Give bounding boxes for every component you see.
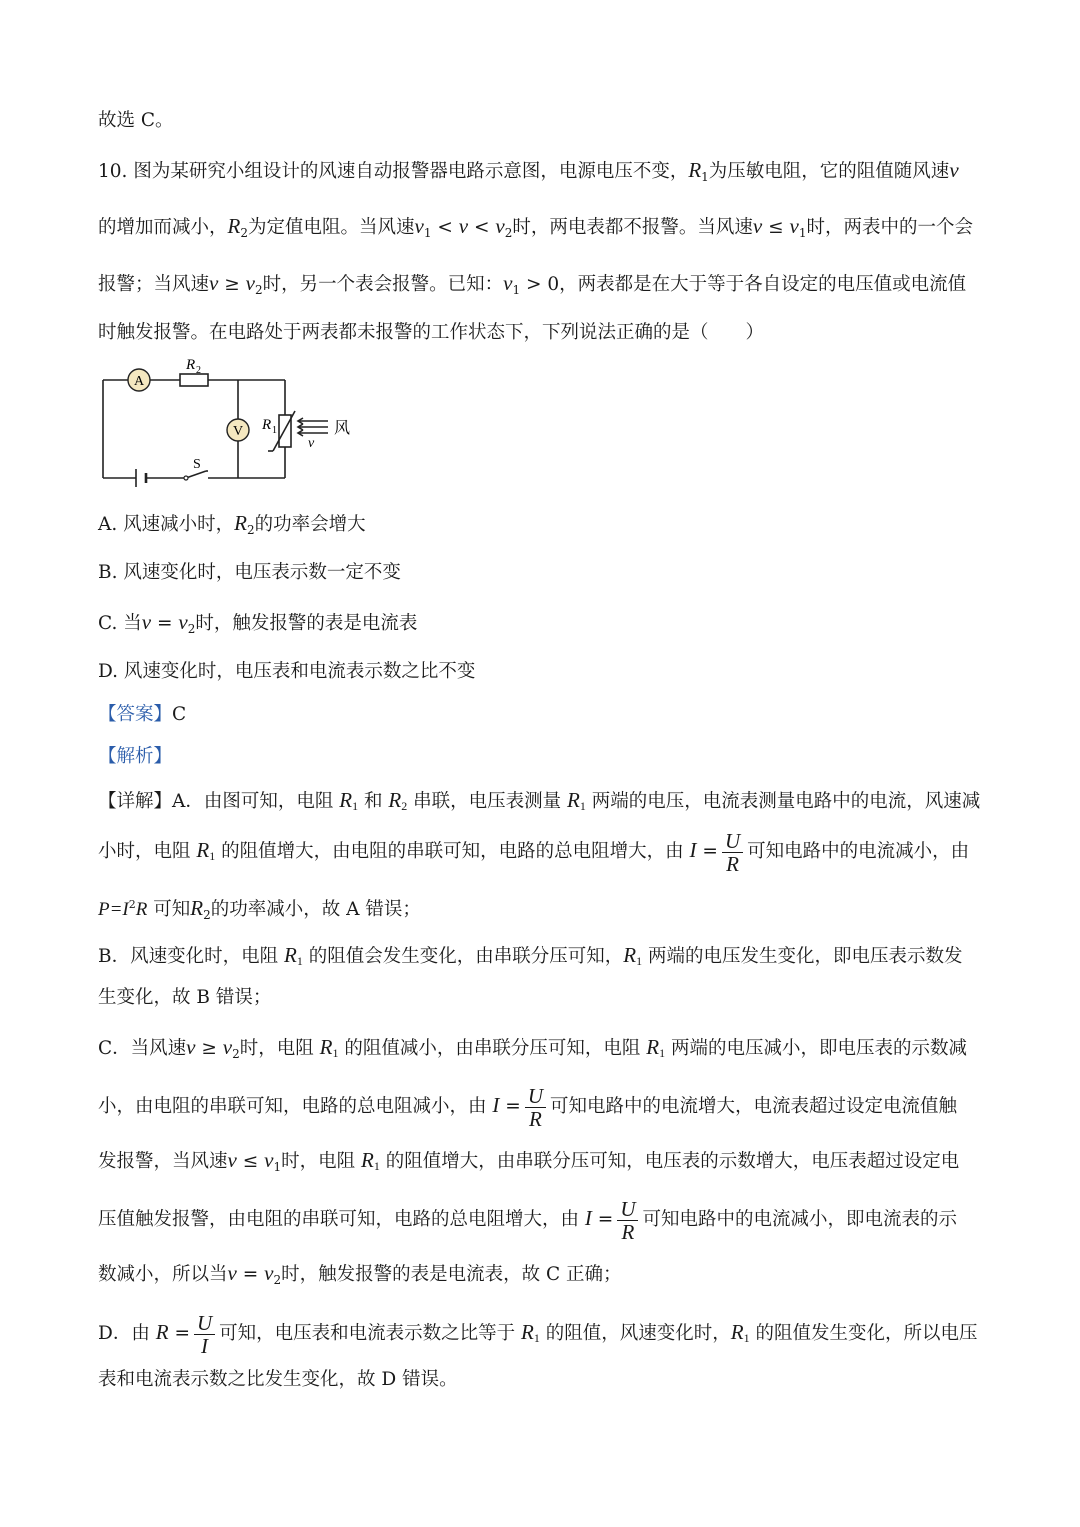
question-line-2: 的增加而减小，$R_2$为定值电阻。当风速$v_1 < v < v_2$时，两电表都不报警。当风速$v \le v_1$时，两表中的一个会	[98, 214, 973, 240]
detail-a-line-2: 小时，电阻 R1 的阻值增大，由电阻的串联可知，电路的总电阻增大，由 I = $\frac{U}{R}$ 可知电路中的电流减小，由	[98, 828, 970, 876]
r2-label: R	[186, 357, 196, 373]
question-line-1: 10. 图为某研究小组设计的风速自动报警器电路示意图，电源电压不变，$R_1$为压敏电阻，它的阻值随风速v	[98, 158, 959, 184]
option-d: D. 风速变化时，电压表和电流表示数之比不变	[98, 661, 476, 682]
ammeter-label: A	[133, 374, 145, 389]
fraction-u-over-i: $\frac{U}{I}$	[194, 1312, 215, 1357]
r1-sub: 1	[272, 425, 277, 436]
detail-d-line-1: D．由 R = $\frac{U}{I}$ 可知，电压表和电流表示数之比等于 R1 的阻值，风速变化时，R1 的阻值发生变化，所以电压	[98, 1310, 978, 1358]
option-a: A. 风速减小时，$R_2$的功率会增大	[98, 511, 366, 537]
detail-c-line-1: C．当风速$v \ge v_2$时，电阻 R1 的阻值减小，由串联分压可知，电阻 R1 两端的电压减小，即电压表的示数减	[98, 1035, 968, 1061]
fraction-u-over-r: $\frac{U}{R}$	[617, 1198, 638, 1243]
circuit-diagram	[98, 355, 358, 495]
option-b: B. 风速变化时，电压表示数一定不变	[98, 562, 401, 583]
detail-c-line-3: 发报警，当风速$v \le v_1$时，电阻 R1 的阻值增大，由串联分压可知，电压表的示数增大，电压表超过设定电	[98, 1148, 960, 1174]
fraction-u-over-r: $\frac{U}{R}$	[722, 830, 743, 875]
option-c: C. 当$v = v_2$时，触发报警的表是电流表	[98, 610, 418, 636]
detail-a-line-1: 【详解】A．由图可知，电阻 R1 和 R2 串联，电压表测量 R1 两端的电压，电流表测量电路中的电流，风速减	[98, 788, 981, 813]
switch-label: S	[193, 457, 201, 472]
question-line-4: 时触发报警。在电路处于两表都未报警的工作状态下，下列说法正确的是（ ）	[98, 322, 765, 343]
detail-d-line-2: 表和电流表示数之比发生变化，故 D 错误。	[98, 1369, 458, 1390]
analysis-tag: 【解析】	[98, 746, 173, 767]
answer-value: C	[172, 704, 187, 725]
detail-a-line-3: $P=I^2R$ 可知$R_2$的功率减小，故 A 错误；	[98, 896, 421, 923]
r2-sub: 2	[196, 365, 201, 376]
voltmeter-label: V	[232, 424, 244, 439]
detail-c-line-2: 小，由电阻的串联可知，电路的总电阻减小，由 I = $\frac{U}{R}$ 可知电路中的电流增大，电流表超过设定电流值触	[98, 1083, 957, 1131]
previous-answer-line: 故选 C。	[98, 110, 174, 131]
answer-line	[98, 703, 186, 727]
wind-label: 风	[334, 418, 351, 437]
analysis-line	[98, 745, 172, 769]
detail-b-line-2: 生变化，故 B 错误；	[98, 987, 272, 1008]
fraction-u-over-r: $\frac{U}{R}$	[525, 1085, 546, 1130]
question-line-3: 报警；当风速$v \ge v_2$时，另一个表会报警。已知：$v_1 > 0$，两表都是在大于等于各自设定的电压值或电流值	[98, 271, 967, 297]
r1-label: R	[262, 417, 272, 433]
detail-b-line-1: B．风速变化时，电阻 R1 的阻值会发生变化，由串联分压可知，R1 两端的电压发生变化，即电压表示数发	[98, 943, 963, 968]
detail-tag: 【详解】	[98, 791, 173, 812]
detail-c-line-5: 数减小，所以当$v = v_2$时，触发报警的表是电流表，故 C 正确；	[98, 1261, 622, 1287]
speed-label: v	[308, 436, 315, 451]
answer-tag: 【答案】	[98, 704, 173, 725]
detail-c-line-4: 压值触发报警，由电阻的串联可知，电路的总电阻增大，由 I = $\frac{U}{R}$ 可知电路中的电流减小，即电流表的示	[98, 1196, 957, 1244]
